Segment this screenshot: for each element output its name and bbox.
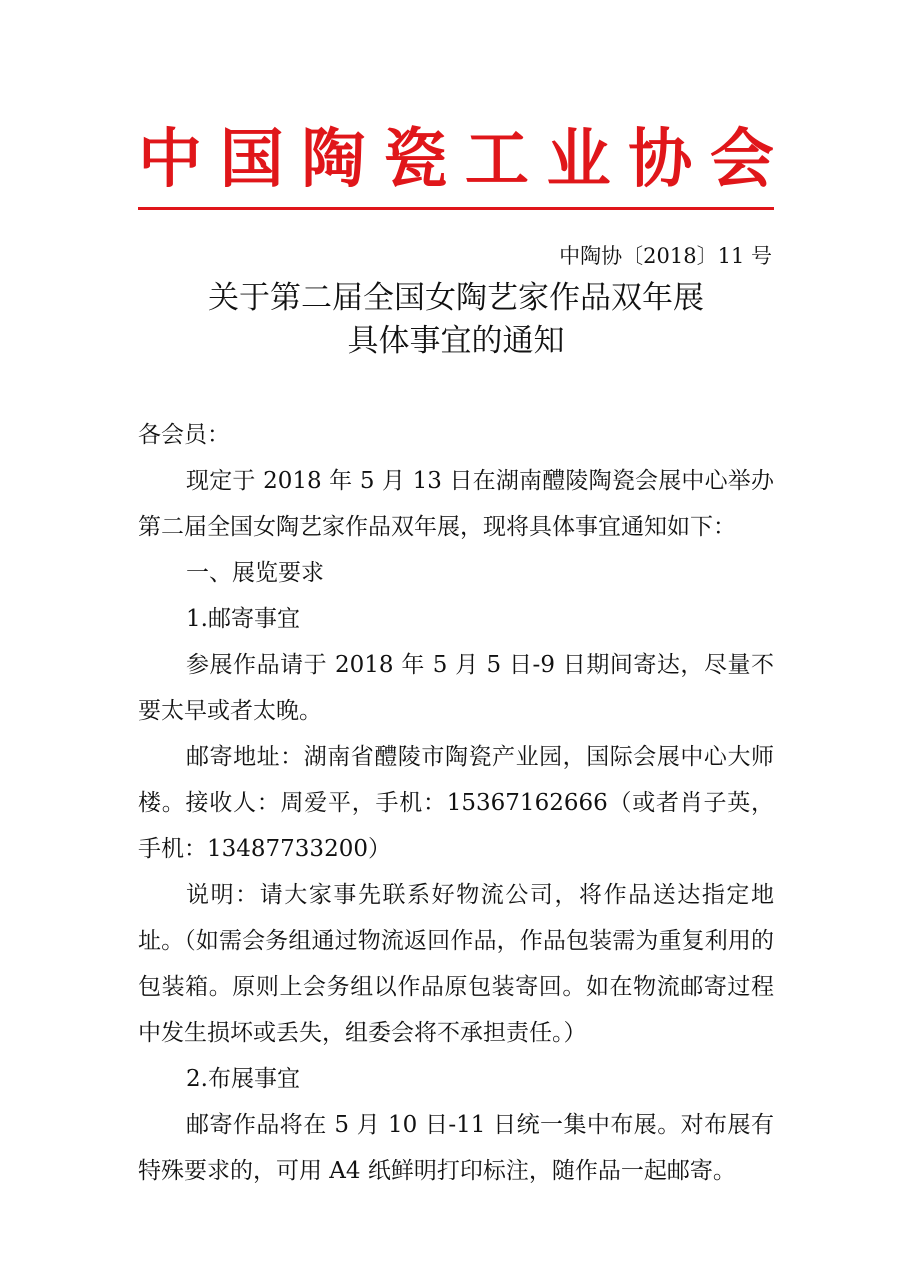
letterhead-char: 瓷 [383,123,448,197]
letterhead-char: 业 [546,123,611,197]
org-letterhead-title [138,120,774,200]
subsection-heading-mailing: 1.邮寄事宜 [186,606,300,632]
body-paragraph-note: 说明：请大家事先联系好物流公司，将作品送达指定地址。（如需会务组通过物流返回作品，作品包装需为重复利用的包装箱。原则上会务组以作品原包装寄回。如在物流邮寄过程中发生损坏或丢失，组委会将不承担责任。） [138,882,774,1046]
body-paragraph-mailing-address: 邮寄地址：湖南省醴陵市陶瓷产业园，国际会展中心大师楼。接收人：周爱平，手机：15367162666（或者肖子英，手机：13487733200） [138,744,774,862]
letterhead-char: 会 [709,123,774,197]
letterhead-char: 国 [219,123,284,197]
document-title-line-1: 关于第二届全国女陶艺家作品双年展 [208,280,704,316]
salutation: 各会员： [138,422,230,448]
letterhead-char: 协 [628,123,693,197]
letterhead-red-rule [138,207,774,210]
body-paragraph-setup: 邮寄作品将在 5 月 10 日-11 日统一集中布展。对布展有特殊要求的，可用 A4 纸鲜明打印标注，随作品一起邮寄。 [138,1112,774,1184]
body-paragraph-mailing-dates: 参展作品请于 2018 年 5 月 5 日-9 日期间寄达，尽量不要太早或者太晚。 [138,652,774,724]
subsection-heading-setup: 2.布展事宜 [186,1066,300,1092]
letterhead-char: 中 [138,123,202,197]
letterhead-char: 工 [464,123,529,197]
document-body [138,412,774,1194]
section-heading-exhibition-requirements: 一、展览要求 [186,560,324,586]
document-title-line-2: 具体事宜的通知 [347,323,565,359]
letterhead-char: 陶 [301,123,366,197]
body-paragraph-intro: 现定于 2018 年 5 月 13 日在湖南醴陵陶瓷会展中心举办第二届全国女陶艺家作品双年展，现将具体事宜通知如下： [138,468,774,540]
document-number: 中陶协〔2018〕11 号 [559,244,772,268]
